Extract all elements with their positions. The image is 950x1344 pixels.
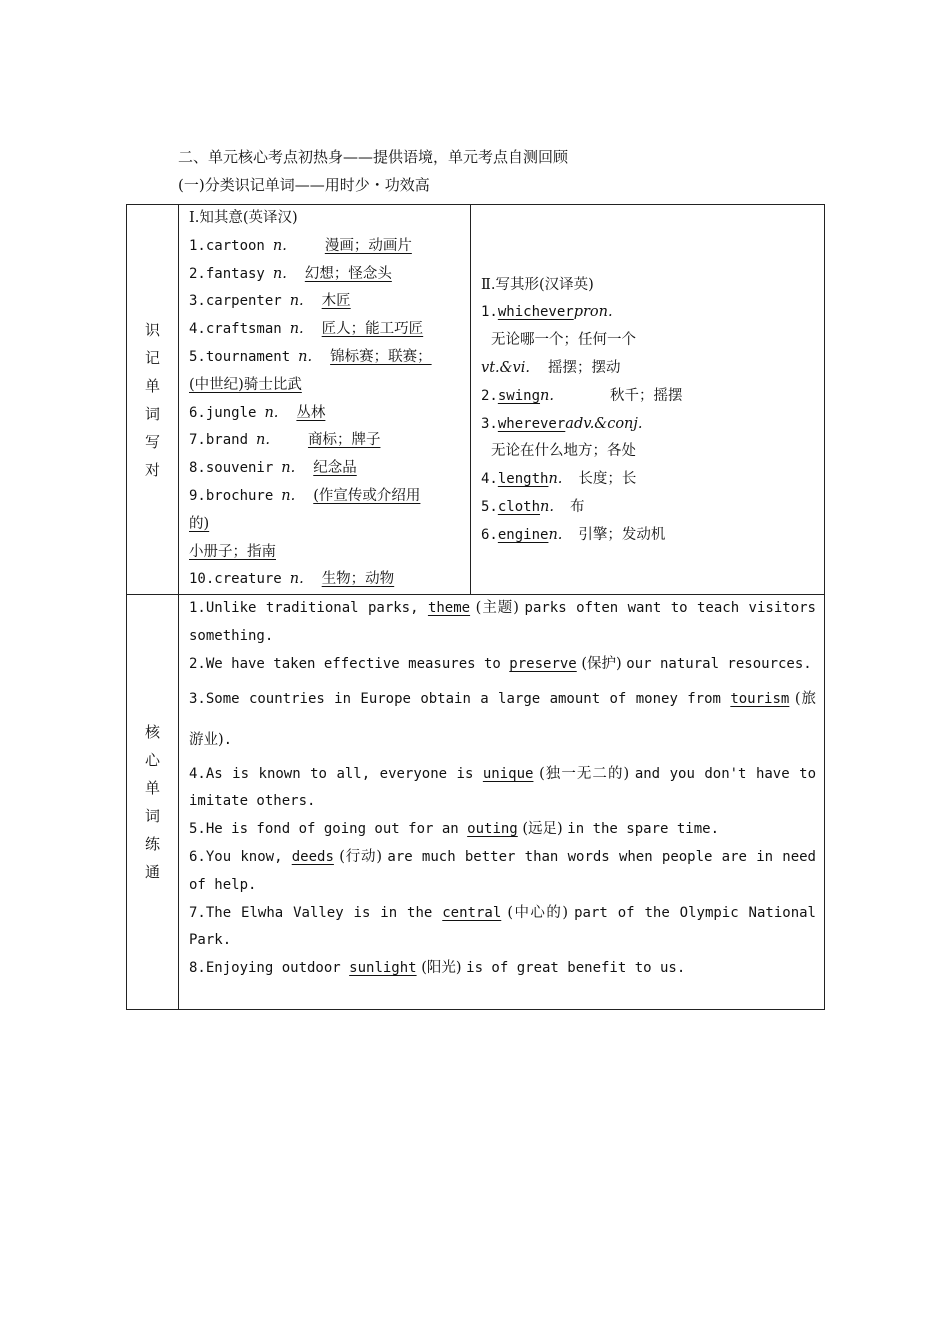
english-word: craftsman [205, 321, 282, 338]
chinese-hint: (阳光) [416, 960, 467, 977]
vocab-row [481, 522, 818, 550]
item-number: 4. [481, 471, 498, 488]
sentence-end: . [223, 731, 233, 748]
english-answer: wherever [497, 415, 566, 432]
chinese-answer: 丛林 [296, 404, 326, 421]
meaning-row [481, 355, 818, 383]
part-of-speech: n. [272, 265, 287, 282]
vocab-row [189, 344, 464, 372]
part-of-speech: n. [264, 404, 279, 421]
english-word: brochure [205, 487, 274, 504]
english-word: brand [205, 432, 249, 449]
item-number: 9. [189, 487, 206, 504]
part-of-speech: n. [281, 460, 296, 477]
item-number: 3. [189, 293, 206, 310]
item-number: 5. [481, 498, 498, 515]
part-of-speech: n. [281, 487, 296, 504]
chinese-meaning: 长度；长 [578, 471, 637, 488]
chinese-answer: 锦标赛；联赛； [330, 348, 432, 365]
exercise-sentence [189, 955, 816, 983]
item-number: 2. [481, 387, 498, 404]
vocab-row [481, 299, 818, 327]
chinese-hint: (远足) [517, 821, 568, 838]
chinese-answer: 漫画；动画片 [324, 237, 412, 254]
item-number: 2. [189, 265, 206, 282]
vocab-row [189, 400, 464, 428]
vocab-row [189, 483, 464, 511]
chinese-hint: (主题) [470, 600, 525, 617]
english-word: souvenir [205, 460, 274, 477]
part-of-speech: pron. [573, 304, 613, 321]
answer-word: sunlight [349, 960, 417, 977]
sentence-start: 4.As is known to all, everyone is [189, 765, 483, 782]
item-number: 10. [189, 571, 215, 588]
chinese-hint: (行动) [333, 848, 388, 865]
chinese-answer: (作宣传或介绍用 [313, 487, 421, 504]
item-number: 3. [481, 415, 498, 432]
part-of-speech: n. [548, 471, 563, 488]
sentence-end: part of the Olympic National Park. [189, 904, 816, 949]
chinese-answer: 幻想；怪念头 [304, 265, 392, 282]
vocab-row-cont [189, 511, 464, 539]
answer-word: theme [427, 600, 471, 617]
vocab-row [481, 466, 818, 494]
vocab-row [189, 566, 464, 594]
chinese-hint: (保护) [576, 655, 627, 672]
section-heading: 二、单元核心考点初热身——提供语境，单元考点自测回顾 [178, 148, 569, 166]
item-number: 6. [189, 404, 206, 421]
exercise-sentence [189, 651, 816, 679]
chinese-answer: 纪念品 [313, 460, 357, 477]
sentence-end: are much better than words when people are in need of help. [189, 848, 816, 893]
vocab-row [189, 427, 464, 455]
item-number: 1. [189, 237, 206, 254]
english-word: carpenter [205, 293, 282, 310]
answer-word: preserve [509, 655, 577, 672]
vocab-row [481, 494, 818, 522]
chinese-answer: 小册子；指南 [189, 543, 276, 560]
sentence-end: our natural resources. [626, 655, 812, 672]
part-of-speech: n. [256, 432, 270, 449]
meaning-row [481, 438, 818, 466]
part-of-speech: n. [272, 237, 287, 254]
english-word: creature [214, 571, 282, 588]
vocab-row [481, 411, 818, 439]
chinese-answer: 生物；动物 [321, 571, 395, 588]
chinese-answer: 匠人；能工巧匠 [321, 321, 424, 338]
vocab-row [481, 383, 818, 411]
exercise-sentence [189, 844, 816, 900]
chinese-hint: (旅游业) [189, 690, 816, 748]
vocab-row [189, 288, 464, 316]
exercise-sentence [189, 595, 816, 651]
chinese-answer: 商标；牌子 [307, 432, 381, 449]
part-of-speech: n. [540, 498, 554, 515]
english-answer: engine [497, 526, 549, 543]
chinese-meaning: 秋千；摇摆 [609, 387, 683, 404]
part-of-speech: n. [540, 387, 554, 404]
english-answer: cloth [497, 498, 541, 515]
answer-word: deeds [291, 848, 334, 865]
english-answer: swing [497, 387, 541, 404]
vocab-row-cont [189, 372, 464, 400]
vocab-row [189, 455, 464, 483]
part2-title: Ⅱ.写其形(汉译英) [481, 276, 594, 293]
answer-word: central [442, 904, 502, 921]
side-label-memorize: 识 记 单 词 写 对 [127, 205, 179, 595]
part-of-speech: vt.&vi. [481, 359, 530, 376]
sentence-start: 5.He is fond of going out for an [189, 821, 468, 838]
english-word: tournament [205, 348, 291, 365]
part-of-speech: n. [289, 293, 304, 310]
answer-word: tourism [730, 690, 790, 707]
part1-title: Ⅰ.知其意(英译汉) [189, 210, 298, 226]
sentence-end: parks often want to teach visitors something. [189, 600, 816, 644]
sentence-start: 8.Enjoying outdoor [189, 960, 350, 977]
part-of-speech: n. [289, 321, 304, 338]
sentence-start: 1.Unlike traditional parks, [189, 600, 428, 617]
vocab-row [189, 261, 464, 289]
chinese-meaning: 摇摆；摆动 [547, 359, 621, 376]
chinese-hint: (独一无二的) [533, 765, 635, 782]
chinese-meaning: 无论哪一个；任何一个 [491, 332, 636, 349]
item-number: 1. [481, 304, 498, 321]
sentence-start: 7.The Elwha Valley is in the [189, 904, 443, 921]
sentence-start: 6.You know, [189, 848, 292, 865]
sentence-end: and you don't have to imitate others. [189, 765, 816, 810]
english-word: fantasy [205, 265, 265, 282]
item-number: 5. [189, 348, 206, 365]
chinese-meaning: 引擎；发动机 [578, 526, 666, 543]
english-word: cartoon [205, 237, 265, 254]
sentence-end: in the spare time. [567, 821, 719, 838]
part-of-speech: adv.&conj. [565, 415, 643, 432]
chinese-answer: 木匠 [321, 293, 351, 310]
part1-cell [179, 205, 471, 595]
chinese-answer: (中世纪)骑士比武 [189, 376, 302, 393]
chinese-hint: (中心的) [501, 904, 575, 921]
item-number: 7. [189, 432, 206, 449]
chinese-meaning: 无论在什么地方；各处 [491, 443, 636, 460]
exercise-sentence [189, 900, 816, 956]
sentence-start: 2.We have taken effective measures to [189, 655, 510, 672]
english-answer: whichever [497, 304, 574, 321]
vocab-row [189, 233, 464, 261]
answer-word: outing [467, 821, 518, 838]
item-number: 4. [189, 321, 206, 338]
subsection-heading: (一)分类识记单词——用时少・功效高 [178, 176, 430, 194]
part2-cell [471, 205, 825, 595]
sentence-end: is of great benefit to us. [466, 960, 686, 977]
vocab-row [189, 316, 464, 344]
exercises-cell [179, 595, 825, 1010]
item-number: 8. [189, 460, 206, 477]
part-of-speech: n. [289, 571, 304, 588]
chinese-meaning: 布 [569, 498, 585, 515]
english-word: jungle [205, 404, 257, 421]
side-label-practice: 核 心 单 词 练 通 [127, 595, 179, 1010]
answer-word: unique [482, 765, 534, 782]
meaning-row [481, 327, 818, 355]
exercise-sentence [189, 761, 816, 817]
part-of-speech: n. [298, 348, 313, 365]
part-of-speech: n. [548, 526, 563, 543]
chinese-answer: 的) [189, 515, 210, 532]
vocab-row-cont [189, 539, 464, 567]
vocabulary-table [126, 204, 825, 1010]
sentence-start: 3.Some countries in Europe obtain a large amount of money from [189, 690, 731, 707]
item-number: 6. [481, 526, 498, 543]
exercise-sentence [189, 679, 816, 761]
exercise-sentence [189, 816, 816, 844]
english-answer: length [497, 471, 549, 488]
